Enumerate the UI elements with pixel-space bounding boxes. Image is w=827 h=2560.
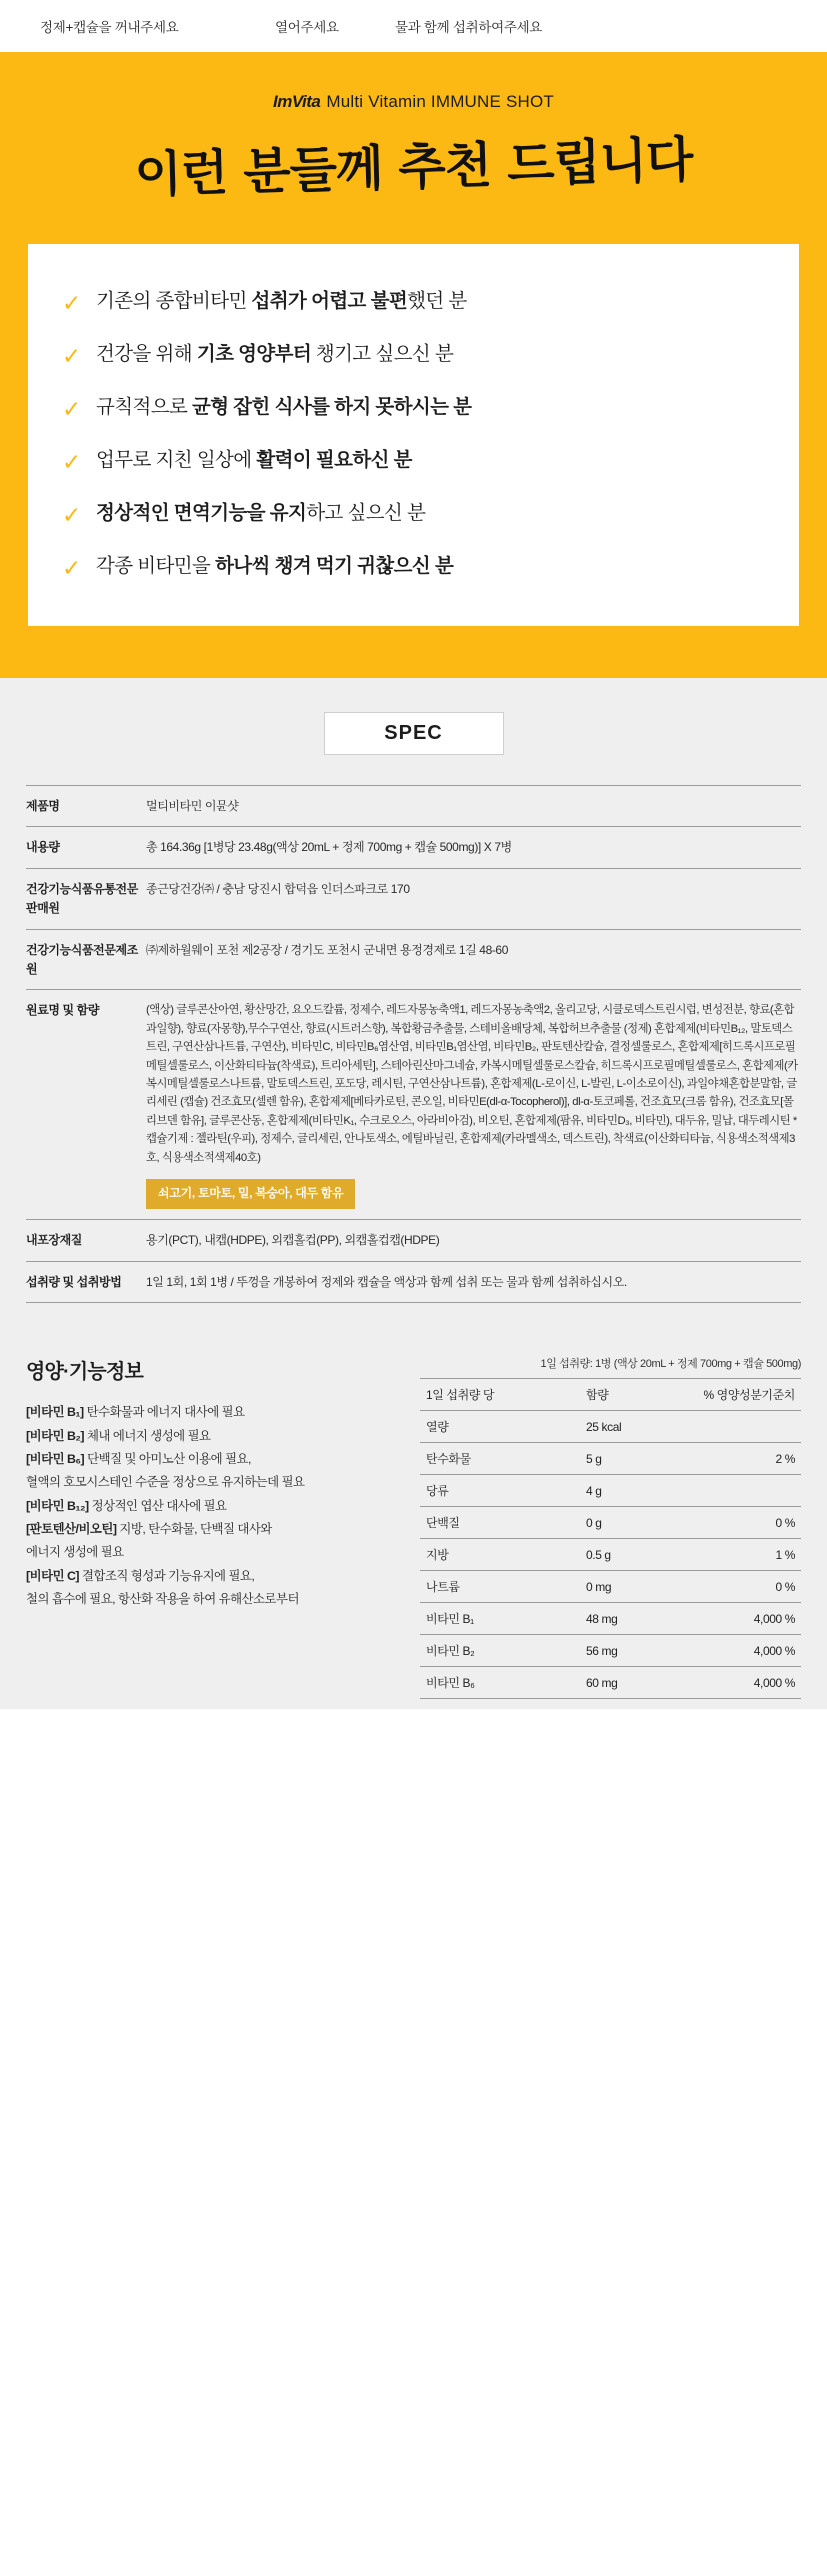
spec-row-ingredients — [26, 989, 801, 1219]
nutrition-table — [420, 1378, 801, 1699]
spec-row — [26, 929, 801, 990]
benefit-text: 규칙적으로 균형 잡힌 식사를 하지 못하시는 분 — [96, 395, 472, 418]
nutrient-percent — [691, 1411, 802, 1443]
benefit-item — [62, 447, 765, 474]
function-item: 에너지 생성에 필요 — [26, 1545, 124, 1560]
spec-label: 원료명 및 함량 — [26, 1003, 100, 1018]
function-item: [비타민 B₁₂] 정상적인 엽산 대사에 필요 — [26, 1498, 227, 1513]
nutrient-amount: 5 g — [580, 1443, 690, 1475]
spec-row — [26, 785, 801, 826]
check-icon: ✓ — [62, 501, 82, 528]
serving-size-note: 1일 섭취량: 1병 (액상 20mL + 정제 700mg + 캡슐 500mg) — [540, 1358, 801, 1371]
function-item: [비타민 B₁] 탄수화물과 에너지 대사에 필요 — [26, 1405, 245, 1420]
table-row — [420, 1475, 801, 1507]
allergen-badge: 쇠고기, 토마토, 밀, 복숭아, 대두 함유 — [146, 1179, 355, 1209]
nutrient-name: 비타민 B₆ — [420, 1667, 580, 1699]
nutrient-amount: 25 kcal — [580, 1411, 690, 1443]
column-header-amount: 함량 — [580, 1379, 690, 1411]
nutrient-amount: 60 mg — [580, 1667, 690, 1699]
nutrient-percent — [691, 1475, 802, 1507]
nutrient-name: 비타민 B₁ — [420, 1603, 580, 1635]
table-row — [420, 1411, 801, 1443]
spec-value: ㈜제하월웨이 포천 제2공장 / 경기도 포천시 군내면 용정경제로 1길 48-60 — [146, 942, 508, 957]
function-item: [비타민 B₂] 체내 에너지 생성에 필요 — [26, 1428, 211, 1443]
benefit-list — [28, 244, 799, 626]
nutrient-name: 단백질 — [420, 1507, 580, 1539]
nutrient-percent: 2 % — [691, 1443, 802, 1475]
nutrient-amount: 48 mg — [580, 1603, 690, 1635]
spec-row — [26, 1261, 801, 1303]
spec-value: 1일 1회, 1회 1병 / 뚜껑을 개봉하여 정제와 캡슐을 액상과 함께 섭취 또는 물과 함께 섭취하십시오. — [146, 1274, 627, 1289]
function-item: [비타민 B₆] 단백질 및 아미노산 이용에 필요, — [26, 1452, 251, 1467]
nutrient-percent: 4,000 % — [691, 1635, 802, 1667]
spec-value: 멀티비타민 이뮨샷 — [146, 798, 239, 813]
check-icon: ✓ — [62, 554, 82, 581]
nutrition-title: 영양·기능정보 — [26, 1361, 143, 1384]
spec-label: 내포장재질 — [26, 1233, 82, 1248]
spec-value: 용기(PCT), 내캡(HDPE), 외캡홀컵(PP), 외캡홀컵캡(HDPE) — [146, 1233, 440, 1248]
nutrient-name: 탄수화물 — [420, 1443, 580, 1475]
table-header-row — [420, 1379, 801, 1411]
benefit-item — [62, 500, 765, 527]
function-item: [비타민 C] 결합조직 형성과 기능유지에 필요, — [26, 1568, 255, 1583]
spec-label: 건강기능식품전문제조원 — [26, 942, 138, 976]
spec-row — [26, 826, 801, 867]
table-row — [420, 1571, 801, 1603]
check-icon: ✓ — [62, 395, 82, 422]
spec-value: 종근당건강㈜ / 충남 당진시 합덕읍 인더스파크로 170 — [146, 881, 410, 896]
function-item: [판토텐산/비오틴] 지방, 탄수화물, 단백질 대사와 — [26, 1522, 272, 1536]
table-row — [420, 1507, 801, 1539]
spec-label: 내용량 — [26, 840, 60, 855]
check-icon: ✓ — [62, 289, 82, 316]
nutrient-amount: 56 mg — [580, 1635, 690, 1667]
nutrient-name: 당류 — [420, 1475, 580, 1507]
table-row — [420, 1635, 801, 1667]
benefit-text: 각종 비타민을 하나씩 챙겨 먹기 귀찮으신 분 — [96, 554, 454, 577]
benefit-text: 건강을 위해 기초 영양부터 챙기고 싶으신 분 — [96, 342, 454, 365]
nutrition-section — [0, 1329, 827, 1709]
brand-logo: ImVita — [273, 92, 321, 111]
hero-section — [0, 52, 827, 678]
table-row — [420, 1667, 801, 1699]
nutrition-facts-panel — [420, 1355, 801, 1699]
benefit-text: 정상적인 면역기능을 유지하고 싶으신 분 — [96, 501, 426, 524]
benefit-text: 업무로 지친 일상에 활력이 필요하신 분 — [96, 448, 412, 471]
column-header-name: 1일 섭취량 당 — [420, 1379, 580, 1411]
nutrient-name: 나트륨 — [420, 1571, 580, 1603]
spec-row — [26, 1219, 801, 1260]
column-header-percent: % 영양성분기준치 — [691, 1379, 802, 1411]
ingredient-text: (액상) 글루콘산아연, 황산망간, 요오드칼륨, 정제수, 레드자몽농축액1, 레드자몽농축액2, 올리고당, 시클로덱스트린시럽, 변성전분, 향료(혼합과일향), 향료(자몽향),무수구연산, 향료(시트러스향), 복합황금추출물, 스테비올배당체, 복합허브추출물 (정제) 혼합제제(비타민B₁₂, 말토덱스트린, 구연산삼나트륨, 구연산), 비타민C, 비타민B₆염산염, 비타민B₁염산염, 비타민B₂, 판토텐산칼슘, 결정셀룰로스, 혼합제제[히드록시프로필메틸셀룰로스, 이산화티타늄(착색료), 트리아세틴], 스테아린산마그네슘, 카복시메틸셀룰로스칼슘, 히드록시프로필메틸셀룰로스, 혼합제제(카복시메틸셀룰로스나트륨, 말토덱스트린, 포도당, 레시틴, 구연산삼나트륨), 혼합제제(L-로이신, L-발린, L-이소로이신), 과일야채혼합분말함, 글리세린 (캡슐) 건조효모(셀렌 함유), 혼합제제[베타카로틴, 콘오일, 비타민E(dl-α-Tocopherol)], dl-α-토코페롤, 건조효모(크롬 함유), 건조효모[몰리브덴 함유], 글루콘산동, 혼합제제(비타민K₁, 수크로오스, 아라비아검), 비오틴, 혼합제제(팜유, 비타민D₃, 비타민), 대두유, 밀납, 대두레시틴 * 캡슐기제 : 젤라틴(우피), 정제수, 글리세린, 안나토색소, 에틸바닐린, 혼합제제(카라멜색소, 덱스트린), 착색료(이산화티타늄, 식용색소적색제3호, 식용색소적색제40호) — [146, 1004, 798, 1164]
nutrient-percent: 0 % — [691, 1507, 802, 1539]
hero-headline: 이런 분들께 추천 드립니다 — [133, 131, 694, 204]
nutrient-name: 비타민 B₂ — [420, 1635, 580, 1667]
table-row — [420, 1603, 801, 1635]
spec-value: 총 164.36g [1병당 23.48g(액상 20mL + 정제 700mg + 캡슐 500mg)] X 7병 — [146, 840, 512, 855]
nutrient-amount: 0 g — [580, 1507, 690, 1539]
spec-table — [0, 785, 827, 1330]
nutrient-amount: 4 g — [580, 1475, 690, 1507]
benefit-text: 기존의 종합비타민 섭취가 어렵고 불편했던 분 — [96, 289, 467, 312]
function-info-panel — [26, 1355, 398, 1699]
usage-steps-strip — [0, 0, 827, 52]
spec-label: 섭취량 및 섭취방법 — [26, 1274, 122, 1289]
function-item: 철의 흡수에 필요, 항산화 작용을 하여 유해산소로부터 — [26, 1591, 299, 1606]
nutrient-amount: 0.5 g — [580, 1539, 690, 1571]
check-icon: ✓ — [62, 342, 82, 369]
spec-value — [146, 1001, 801, 1209]
function-item: 혈액의 호모시스테인 수준을 정상으로 유지하는데 필요 — [26, 1475, 305, 1490]
nutrient-amount: 0 mg — [580, 1571, 690, 1603]
nutrient-percent: 1 % — [691, 1539, 802, 1571]
spec-row — [26, 868, 801, 929]
usage-step-3: 물과 함께 섭취하여주세요 — [395, 20, 543, 35]
nutrient-percent: 4,000 % — [691, 1667, 802, 1699]
nutrient-percent: 4,000 % — [691, 1603, 802, 1635]
spec-label: 제품명 — [26, 798, 60, 813]
table-row — [420, 1539, 801, 1571]
table-row — [420, 1443, 801, 1475]
brand-product-name: Multi Vitamin IMMUNE SHOT — [326, 92, 554, 111]
check-icon: ✓ — [62, 448, 82, 475]
benefit-item — [62, 394, 765, 421]
benefit-item — [62, 288, 765, 315]
nutrient-percent: 0 % — [691, 1571, 802, 1603]
spec-label: 건강기능식품유통전문판매원 — [26, 881, 138, 916]
usage-step-2: 열어주세요 — [275, 20, 339, 35]
nutrient-name: 지방 — [420, 1539, 580, 1571]
brand-line — [0, 92, 827, 112]
nutrient-name: 열량 — [420, 1411, 580, 1443]
spec-title: SPEC — [324, 712, 504, 755]
spec-section — [0, 678, 827, 1330]
usage-step-1: 정제+캡슐을 꺼내주세요 — [40, 20, 179, 35]
benefit-item — [62, 341, 765, 368]
benefit-item — [62, 553, 765, 580]
